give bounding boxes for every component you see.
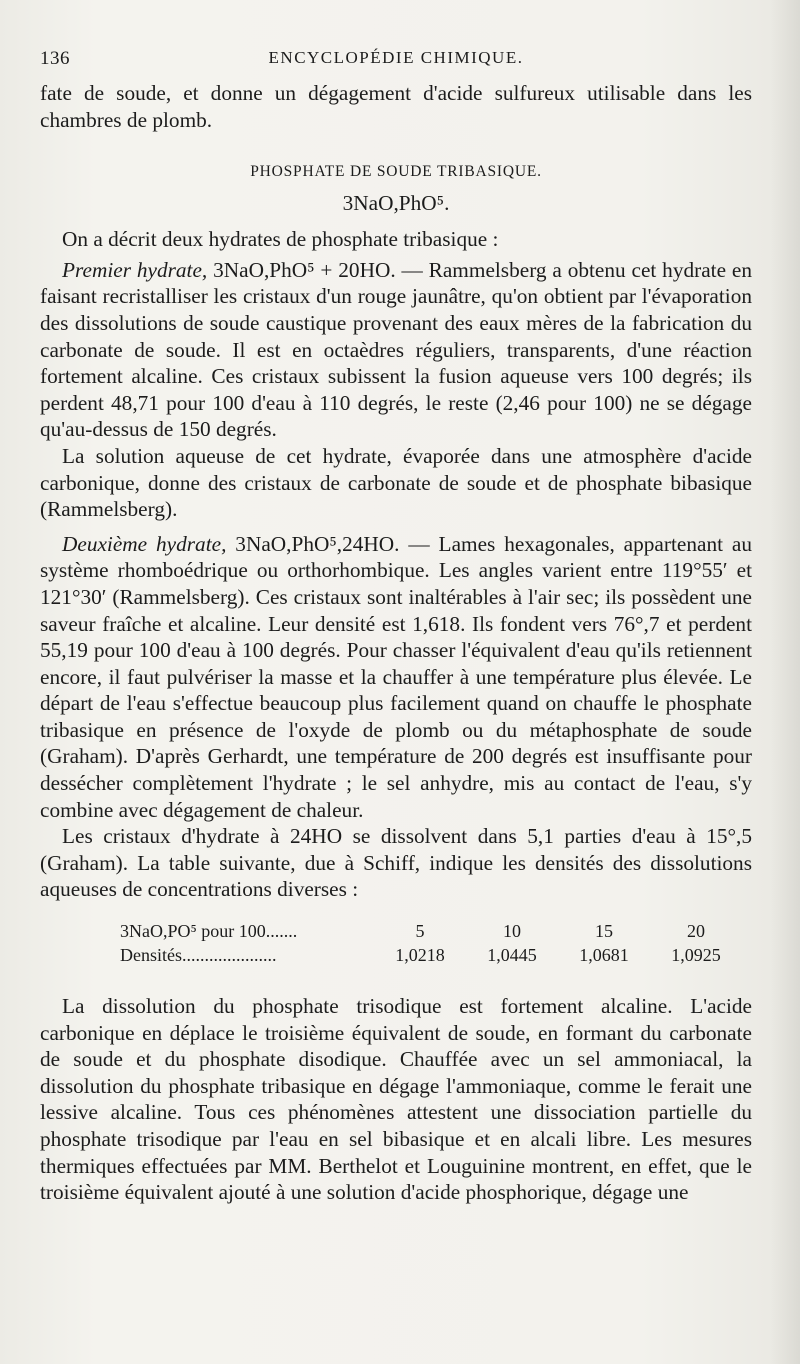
second-hydrate-text: — Lames hexagonales, appartenant au système rhomboédrique ou orthorhombique. Les angles varient entre 119°55′ et 121°30′ (Rammelsberg). Ces cristaux sont inaltérables à l'air sec; ils possèdent une saveur fraîche et alcaline. Leur densité est 1,618. Ils fondent vers 76°,7 et perdent 55,19 pour 100 d'eau à 100 degrés. Pour chasser l'équivalent d'eau qu'ils retiennent encore, il faut pulvériser la masse et la chauffer à une température plus élevée. Le départ de l'eau s'effectue beaucoup plus facilement quand on chauffe le phosphate tribasique en présence de l'oxyde de plomb ou du métaphosphate de soude (Graham). D'après Gerhardt, une température de 200 degrés est insuffisante pour dessécher complètement l'hydrate ; le sel anhydre, mis au contact de l'eau, s'y combine avec dégagement de chaleur. <box>40 531 752 822</box>
table-row <box>40 919 742 943</box>
table-cell: 1,0218 <box>395 945 445 966</box>
page-body <box>40 80 752 1206</box>
second-hydrate-lead: Deuxième hydrate, <box>62 531 227 556</box>
first-hydrate-formula: 3NaO,PhO⁵ + 20HO. <box>207 257 396 282</box>
section-title: PHOSPHATE DE SOUDE TRIBASIQUE. <box>250 163 542 181</box>
table-cell: 1,0445 <box>487 945 537 966</box>
page-number: 136 <box>40 48 70 69</box>
first-hydrate-lead: Premier hydrate, <box>62 257 208 282</box>
paragraph-solubility: Les cristaux d'hydrate à 24HO se dissolvent dans 5,1 parties d'eau à 15°,5 (Graham). La table suivante, due à Schiff, indique les densités des dissolutions aqueuses de concentrations diverses : <box>40 824 752 902</box>
second-hydrate-formula: 3NaO,PhO⁵,24HO. <box>226 531 400 556</box>
table-row <box>40 943 742 967</box>
table-cell: 20 <box>687 921 705 942</box>
table-cell: 10 <box>503 921 521 942</box>
paragraph-solution: La solution aqueuse de cet hydrate, évaporée dans une atmosphère d'acide carbonique, donne des cristaux de carbonate de soude et de phosphate bibasique (Rammelsberg). <box>40 443 752 522</box>
density-table <box>40 919 742 967</box>
table-cell: 1,0925 <box>671 945 721 966</box>
table-row-label: 3NaO,PO⁵ pour 100....... <box>120 921 298 942</box>
paragraph-dissociation: La dissolution du phosphate trisodique est fortement alcaline. L'acide carbonique en déplace le troisième équivalent de soude, en formant du carbonate de soude et du phosphate disodique. Chauffée avec un sel ammoniacal, la dissolution du phosphate tribasique en dégage l'ammoniaque, comme le ferait une lessive alcaline. Tous ces phénomènes attestent une dissociation partielle du phosphate trisodique par l'eau en sel bibasique et en alcali libre. Les mesures thermiques effectuées par MM. Berthelot et Louguinine montrent, en effet, que le troisième équivalent ajouté à une solution d'acide phosphorique, dégage une <box>40 994 752 1205</box>
page-header <box>40 48 752 72</box>
intro-paragraph: fate de soude, et donne un dégagement d'acide sulfureux utilisable dans les chambres de plomb. <box>40 81 752 132</box>
paragraph-second-hydrate <box>40 531 752 824</box>
table-row-label: Densités..................... <box>120 945 277 966</box>
table-cell: 15 <box>595 921 613 942</box>
paragraph-hydrates-intro: On a décrit deux hydrates de phosphate tribasique : <box>62 227 499 252</box>
section-formula: 3NaO,PhO⁵. <box>342 191 450 216</box>
table-cell: 1,0681 <box>579 945 629 966</box>
first-hydrate-text: — Rammelsberg a obtenu cet hydrate en faisant recristalliser les cristaux d'un rouge jaunâtre, qu'on obtient par l'évaporation des dissolutions de soude caustique provenant des eaux mères de la fabrication du carbonate de soude. Il est en octaèdres réguliers, transparents, d'une réaction fortement alcaline. Ces cristaux subissent la fusion aqueuse vers 100 degrés; ils perdent 48,71 pour 100 d'eau à 110 degrés, le reste (2,46 pour 100) ne se dégage qu'au-dessus de 150 degrés. <box>40 257 752 442</box>
page-edge-shadow <box>770 0 800 1364</box>
paragraph-first-hydrate <box>40 257 752 443</box>
table-cell: 5 <box>415 921 425 942</box>
running-head: ENCYCLOPÉDIE CHIMIQUE. <box>268 48 524 67</box>
